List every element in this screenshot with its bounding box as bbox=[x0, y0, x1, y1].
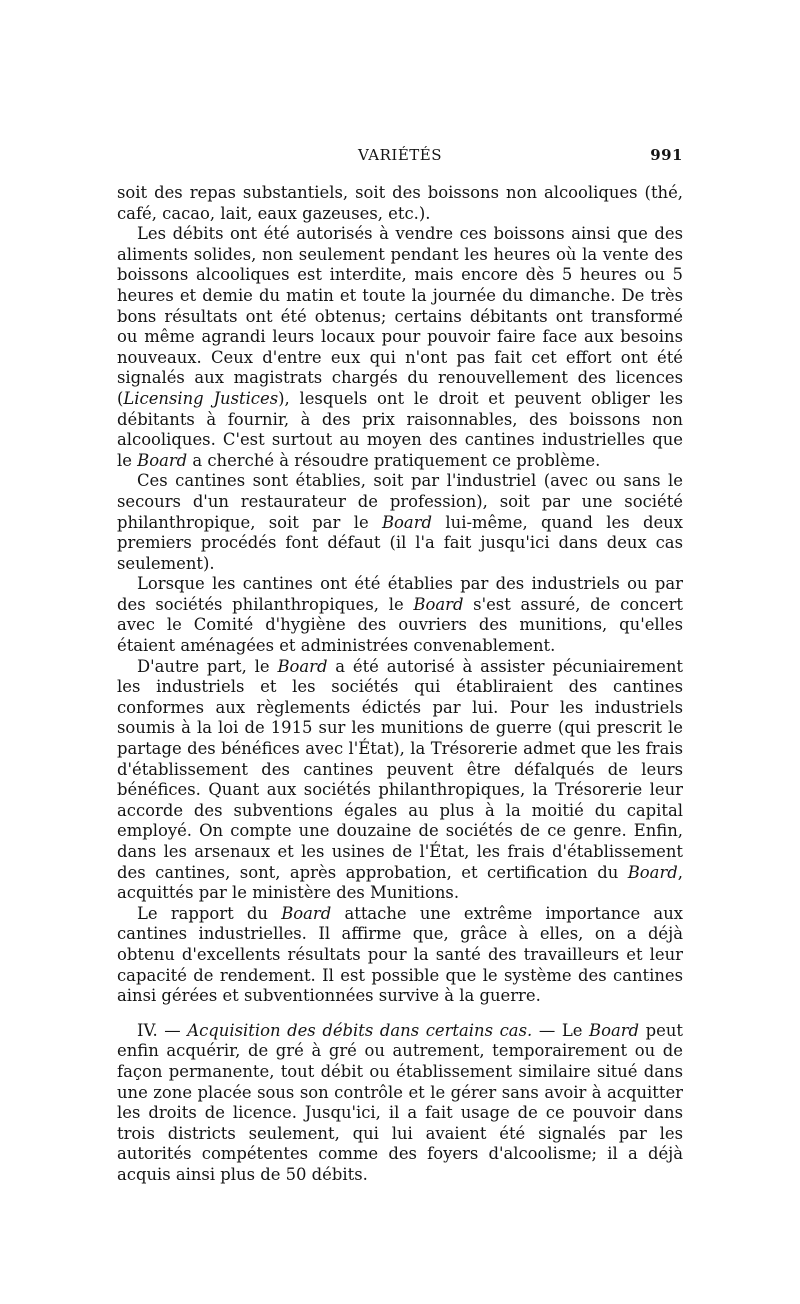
italic-term: Board bbox=[281, 903, 332, 923]
paragraph-text: attache une extrême importance aux cantines industrielles. Il affirme que, grâce à elles, on a déjà obtenu d'excellents résultats pour la santé des travailleurs et leur capacité de rendement. Il est possible que le système des cantines ainsi gérées et subventionnées survive à la guerre. bbox=[117, 903, 684, 1006]
italic-term: Licensing Justices bbox=[123, 388, 279, 408]
paragraph-debits bbox=[117, 224, 683, 471]
italic-term: Board bbox=[413, 594, 464, 614]
paragraph-cantines bbox=[117, 471, 683, 574]
paragraph-text: a cherché à résoudre pratiquement ce problème. bbox=[187, 450, 601, 470]
section-number: IV. — bbox=[137, 1020, 188, 1040]
italic-term: Board bbox=[277, 656, 328, 676]
paragraph-text: a été autorisé à assister pécuniairement les industriels et les sociétés qui établiraient des cantines conformes aux règlements édictés par lui. Pour les industriels soumis à la loi de 1915 sur les munitions de guerre (qui prescrit le partage des bénéfices avec l'État), la Trésorerie admet que les frais d'établissement des cantines peuvent être défalqués de leurs bénéfices. Quant aux sociétés philanthropiques, la Trésorerie leur accorde des subventions égales au plus à la moitié du capital employé. On compte une douzaine de sociétés de ce genre. Enfin, dans les arsenaux et les usines de l'État, les frais d'établissement des cantines, sont, après approbation, et certification du bbox=[117, 656, 683, 882]
paragraph-text: ), lesquels ont le droit et peuvent obliger les débitants à fournir, à des prix raisonnables, des boissons non alcooliques. C'est surtout au moyen des cantines industrielles que le bbox=[117, 388, 683, 470]
body-text bbox=[117, 183, 683, 1186]
paragraph-text: peut enfin acquérir, de gré à gré ou autrement, temporairement ou de façon permanente, tout débit ou établissement similaire situé dans une zone placée sous son contrôle et le gérer sans avoir à acquitter les droits de licence. Jusqu'ici, il a fait usage de ce pouvoir dans trois districts seulement, qui lui avaient été signalés par les autorités compétentes comme des foyers d'alcoolisme; il a déjà acquis ainsi plus de 50 débits. bbox=[117, 1020, 683, 1184]
paragraph-assistance bbox=[117, 657, 683, 904]
paragraph-text: , acquittés par le ministère des Munitions. bbox=[117, 862, 683, 903]
paragraph-rapport bbox=[117, 904, 683, 1007]
italic-term: Board bbox=[589, 1020, 640, 1040]
paragraph-text: Ces cantines sont établies, soit par l'industriel (avec ou sans le secours d'un restaurateur de profession), soit par une société philanthropique, soit par le bbox=[117, 471, 683, 532]
paragraph-text: Les débits ont été autorisés à vendre ces boissons ainsi que des aliments solides, non seulement pendant les heures où la vente des boissons alcooliques est interdite, mais encore dès 5 heures ou 5 heures et demie du matin et toute la journée du dimanche. De très bons résultats ont été obtenus; certains débitants ont transformé ou même agrandi leurs locaux pour pouvoir faire face aux besoins nouveaux. Ceux d'entre eux qui n'ont pas fait cet effort ont été signalés aux magistrats chargés du renouvellement des licences ( bbox=[117, 224, 683, 408]
paragraph-societes bbox=[117, 574, 683, 656]
page-number: 991 bbox=[650, 146, 683, 164]
running-header bbox=[117, 146, 683, 170]
paragraph-text: — Le bbox=[532, 1020, 590, 1040]
paragraph-text: Le rapport du bbox=[137, 903, 282, 923]
italic-term: Board bbox=[137, 450, 188, 470]
paragraph-text: lui-même, quand les deux premiers procédés font défaut (il l'a fait jusqu'ici dans deux cas seulement). bbox=[117, 512, 683, 573]
section-iv-paragraph bbox=[117, 1021, 683, 1186]
italic-term: Board bbox=[382, 512, 433, 532]
paragraph-text: s'est assuré, de concert avec le Comité d'hygiène des ouvriers des munitions, qu'elles étaient aménagées et administrées convenablement. bbox=[117, 594, 684, 656]
section-title: Acquisition des débits dans certains cas. bbox=[187, 1020, 533, 1040]
running-title: VARIÉTÉS bbox=[357, 146, 443, 164]
paragraph-text: Lorsque les cantines ont été établies par des industriels ou par des sociétés philanthropiques, le bbox=[117, 574, 683, 614]
paragraph-continuation bbox=[117, 183, 683, 224]
paragraph-text: D'autre part, le bbox=[137, 656, 278, 676]
paragraph-text: soit des repas substantiels, soit des boissons non alcooliques (thé, café, cacao, lait, eaux gazeuses, etc.). bbox=[117, 183, 683, 223]
italic-term: Board bbox=[627, 862, 678, 882]
